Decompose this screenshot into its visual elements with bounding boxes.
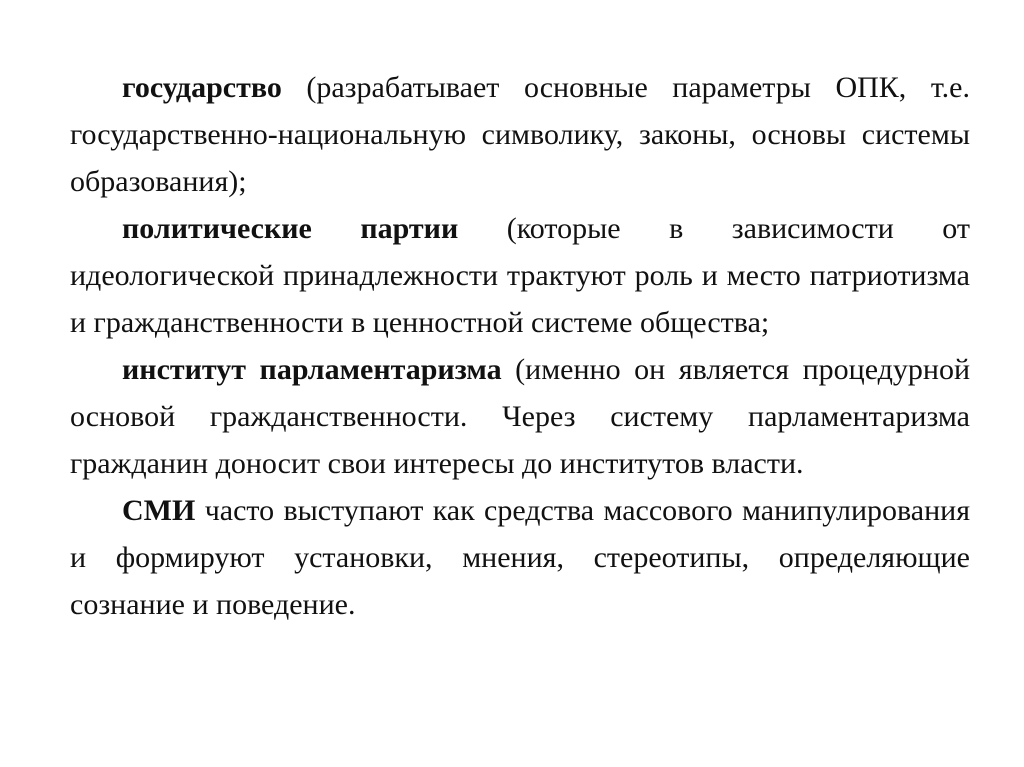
paragraph-media [70, 487, 970, 628]
term-parliamentarism: институт парламентаризма [122, 353, 502, 386]
text-parliamentarism: (именно он является процедурной основой гражданственности. Через систему парламентаризма гражданин доносит свои интересы до институтов власти. [70, 353, 970, 480]
term-media: СМИ [122, 494, 196, 527]
term-state: государство [122, 71, 282, 104]
text-political-parties: (которые в зависимости от идеологической принадлежности трактуют роль и место патриотизма и гражданственности в ценностной системе общества; [70, 212, 970, 339]
text-state: (разрабатывает основные параметры ОПК, т.е. государственно-национальную символику, законы, основы системы образования); [70, 71, 970, 198]
term-political-parties: политические партии [122, 212, 459, 245]
slide-content [70, 64, 970, 628]
paragraph-parliamentarism [70, 346, 970, 487]
paragraph-state [70, 64, 970, 205]
text-media: часто выступают как средства массового манипулирования и формируют установки, мнения, стереотипы, определяющие сознание и поведение. [70, 494, 970, 621]
paragraph-political-parties [70, 205, 970, 346]
